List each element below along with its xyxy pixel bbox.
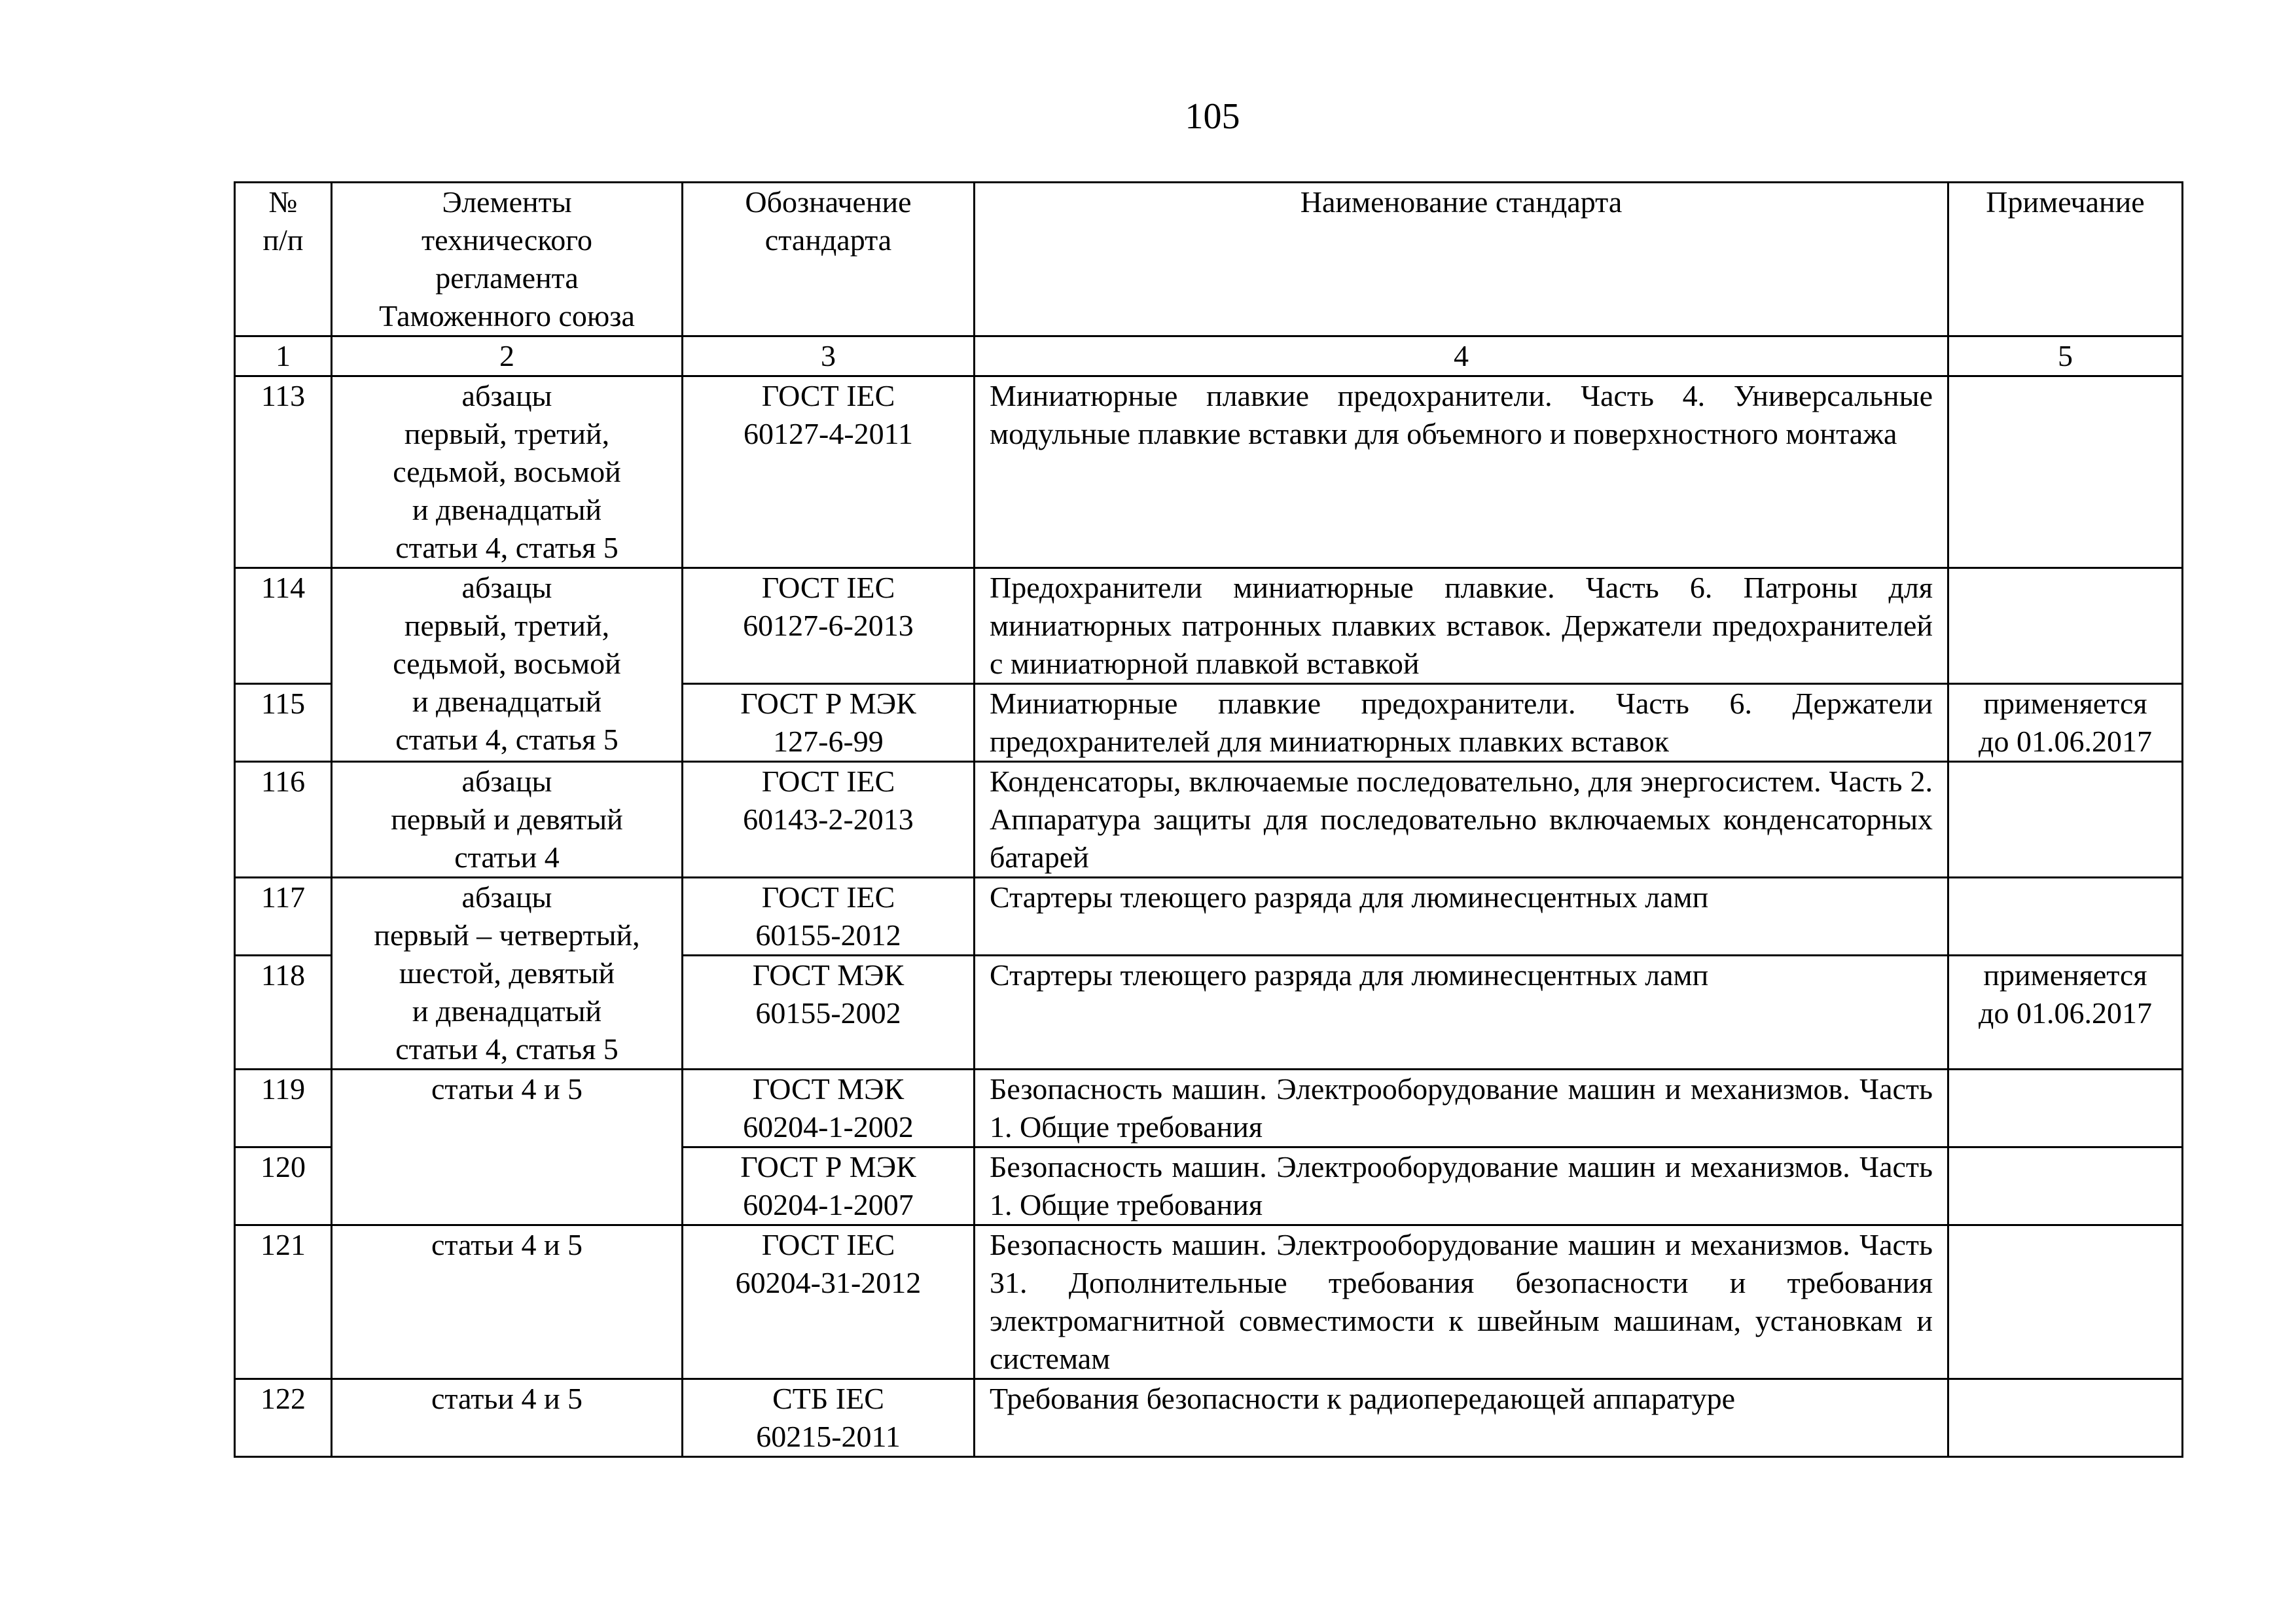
elements-line: абзацы [461,571,552,604]
table-row [235,1379,2183,1457]
row-code [683,1225,975,1379]
row-note [1948,878,2183,956]
row-number: 115 [235,684,332,762]
row-code [683,684,975,762]
code-line: 60204-1-2002 [743,1110,914,1144]
code-line: ГОСТ IEC [761,880,895,914]
row-name: Стартеры тлеющего разряда для люминесцентных ламп [975,878,1948,956]
row-code [683,956,975,1070]
row-note [1948,568,2183,684]
note-line: до 01.06.2017 [1979,725,2152,758]
elements-line: статьи 4 [454,840,560,874]
row-note [1948,1379,2183,1457]
column-number-row [235,336,2183,376]
column-number: 4 [975,336,1948,376]
elements-line: и двенадцатый [412,493,602,526]
row-code [683,376,975,568]
code-line: 60204-1-2007 [743,1188,914,1221]
code-line: ГОСТ Р МЭК [740,687,916,720]
elements-line: абзацы [461,765,552,798]
row-number: 119 [235,1070,332,1147]
row-note [1948,1225,2183,1379]
row-number: 118 [235,956,332,1070]
header-code [683,183,975,336]
column-number: 3 [683,336,975,376]
row-name: Миниатюрные плавкие предохранители. Часть 4. Универсальные модульные плавкие вставки для объемного и поверхностного монтажа [975,376,1948,568]
row-number: 113 [235,376,332,568]
row-code [683,568,975,684]
row-elements [332,1225,683,1379]
header-name: Наименование стандарта [975,183,1948,336]
row-name: Стартеры тлеющего разряда для люминесцентных ламп [975,956,1948,1070]
elements-line: статьи 4 и 5 [431,1072,583,1106]
note-line: применяется [1983,958,2147,992]
code-line: ГОСТ Р МЭК [740,1150,916,1183]
row-number: 114 [235,568,332,684]
row-name: Безопасность машин. Электрооборудование машин и механизмов. Часть 31. Дополнительные требования безопасности и требования электромагнитной совместимости к швейным машинам, установкам и системам [975,1225,1948,1379]
elements-line: статьи 4, статья 5 [395,531,619,564]
header-num-line: № [268,185,298,219]
code-line: 60143-2-2013 [743,803,914,836]
elements-line: первый – четвертый, [374,918,640,952]
code-line: ГОСТ МЭК [752,958,905,992]
code-line: ГОСТ МЭК [752,1072,905,1106]
row-note [1948,376,2183,568]
elements-line: абзацы [461,880,552,914]
elements-line: и двенадцатый [412,685,602,718]
code-line: 60204-31-2012 [735,1266,922,1299]
row-name: Предохранители миниатюрные плавкие. Часть 6. Патроны для миниатюрных патронных плавких вставок. Держатели предохранителей с миниатюрной плавкой вставкой [975,568,1948,684]
row-code [683,762,975,878]
row-note [1948,684,2183,762]
header-num-line: п/п [262,223,304,257]
row-note [1948,1147,2183,1225]
row-elements [332,376,683,568]
elements-line: статьи 4, статья 5 [395,723,619,756]
row-code [683,1379,975,1457]
table-row [235,878,2183,956]
code-line: 60155-2012 [755,918,901,952]
row-note [1948,762,2183,878]
elements-line: статьи 4 и 5 [431,1382,583,1415]
table-row [235,376,2183,568]
code-line: 60127-6-2013 [743,609,914,642]
header-note: Примечание [1948,183,2183,336]
code-line: 60127-4-2011 [744,417,913,450]
row-code [683,1147,975,1225]
row-elements [332,878,683,1070]
table-row [235,1225,2183,1379]
header-elements-line: технического [422,223,592,257]
header-elements [332,183,683,336]
row-number: 121 [235,1225,332,1379]
code-line: ГОСТ IEC [761,1228,895,1261]
header-elements-line: Элементы [442,185,572,219]
elements-line: первый и девятый [391,803,623,836]
row-note [1948,956,2183,1070]
code-line: ГОСТ IEC [761,571,895,604]
header-elements-line: Таможенного союза [379,299,635,333]
code-line: СТБ IEC [772,1382,884,1415]
row-number: 120 [235,1147,332,1225]
elements-line: седьмой, восьмой [393,455,621,488]
table-row [235,762,2183,878]
row-number: 116 [235,762,332,878]
elements-line: статьи 4 и 5 [431,1228,583,1261]
code-line: 60155-2002 [755,996,901,1030]
row-elements [332,568,683,762]
header-code-line: стандарта [764,223,892,257]
row-note [1948,1070,2183,1147]
elements-line: абзацы [461,379,552,412]
row-code [683,1070,975,1147]
row-elements [332,762,683,878]
row-number: 122 [235,1379,332,1457]
row-code [683,878,975,956]
row-name: Безопасность машин. Электрооборудование машин и механизмов. Часть 1. Общие требования [975,1070,1948,1147]
page-number: 105 [1185,96,1240,137]
elements-line: седьмой, восьмой [393,647,621,680]
column-number: 5 [1948,336,2183,376]
row-elements [332,1070,683,1225]
standards-table [234,181,2183,1458]
header-num [235,183,332,336]
header-row [235,183,2183,336]
table-row [235,568,2183,684]
table-row [235,1070,2183,1147]
note-line: применяется [1983,687,2147,720]
row-name: Безопасность машин. Электрооборудование машин и механизмов. Часть 1. Общие требования [975,1147,1948,1225]
row-name: Миниатюрные плавкие предохранители. Часть 6. Держатели предохранителей для миниатюрных плавких вставок [975,684,1948,762]
elements-line: шестой, девятый [399,956,615,990]
code-line: 60215-2011 [756,1420,901,1453]
header-elements-line: регламента [435,261,579,295]
column-number: 1 [235,336,332,376]
elements-line: первый, третий, [404,417,610,450]
header-code-line: Обозначение [745,185,912,219]
note-line: до 01.06.2017 [1979,996,2152,1030]
elements-line: первый, третий, [404,609,610,642]
code-line: ГОСТ IEC [761,765,895,798]
code-line: 127-6-99 [773,725,884,758]
row-number: 117 [235,878,332,956]
elements-line: статьи 4, статья 5 [395,1032,619,1066]
row-name: Конденсаторы, включаемые последовательно, для энергосистем. Часть 2. Аппаратура защиты для последовательно включаемых конденсаторных батарей [975,762,1948,878]
row-elements [332,1379,683,1457]
column-number: 2 [332,336,683,376]
code-line: ГОСТ IEC [761,379,895,412]
elements-line: и двенадцатый [412,994,602,1028]
row-name: Требования безопасности к радиопередающей аппаратуре [975,1379,1948,1457]
